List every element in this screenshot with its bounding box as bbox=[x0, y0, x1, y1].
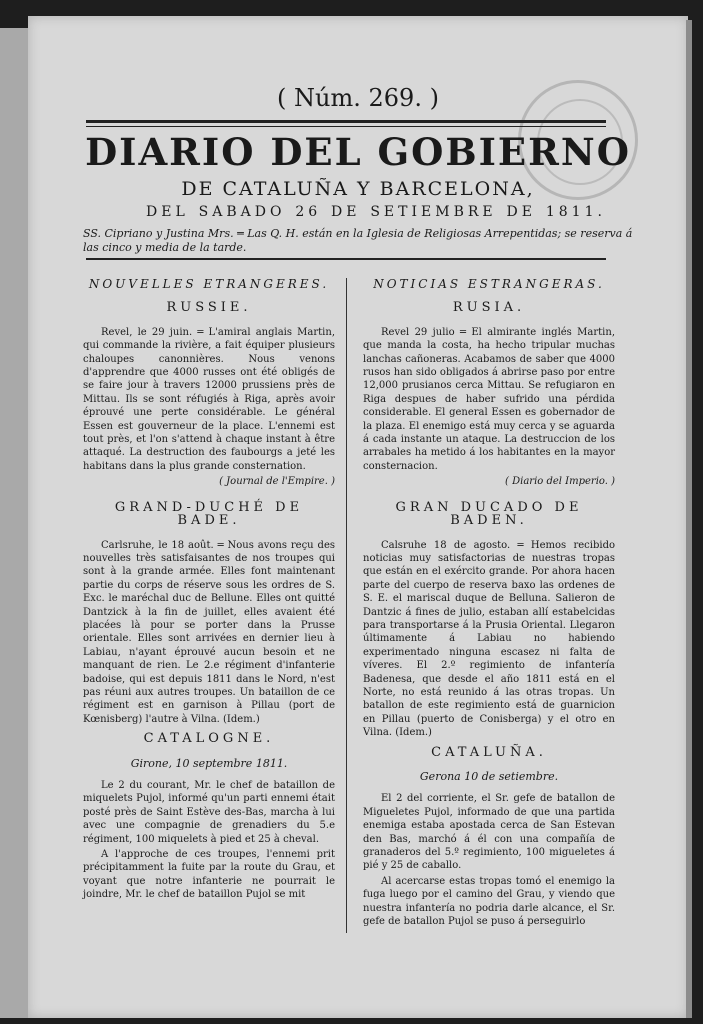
top-rule-thin bbox=[86, 126, 606, 127]
issue-number: ( Núm. 269. ) bbox=[277, 84, 439, 112]
country-heading: GRAND-DUCHÉ DE BADE. bbox=[114, 499, 304, 529]
article-paragraph: Revel 29 julio ═ El almirante inglés Martin, que manda la costa, ha hecho tripular muchas lanchas cañoneras. Acabamos de saber que 4000 rusos han sido obligados á abrirse paso por entre 12,000 prusianos cerca Mittau. Se refugiaron en Riga despues de haber sufrido una pérdida considerable. El general Essen es gobernador de la plaza. El enemigo está muy cerca y se aguarda á cada instante un ataque. La destruccion de los arrabales ha metido á los habitantes en la mayor consternacion. bbox=[363, 326, 615, 472]
header-bottom-rule bbox=[86, 258, 606, 260]
date-word: DEL bbox=[146, 204, 189, 220]
source-credit: ( Diario del Imperio. ) bbox=[505, 476, 615, 488]
dateline-italic: Gerona 10 de setiembre. bbox=[419, 770, 559, 783]
date-word: SABADO bbox=[198, 204, 286, 220]
column-spanish bbox=[363, 278, 615, 930]
top-rule bbox=[86, 120, 606, 123]
column-french bbox=[83, 278, 335, 904]
article-paragraph: Calsruhe 18 de agosto. ═ Hemos recibido noticias muy satisfactorias de nuestras tropas que están en el exército grande. Por ahora hacen parte del cuerpo de reserva baxo las ordenes de S. E. el mariscal duque de Belluna. Salieron de Dantzic á fines de julio, estaban allí estabelcidas para transportarse á la Prusia Oriental. Llegaron últimamente á Labiau no habiendo experimentado ninguna escasez ni falta de víveres. El 2.º regimiento de infantería Badenesa, que desde el año 1811 está en el Norte, no está reunido á las otras tropas. Un batallon de este regimiento está de guarnicion en Pillau (puerto de Conisberga) y el otro en Vilna. (Idem.) bbox=[363, 539, 615, 739]
date-word: DE bbox=[506, 204, 536, 220]
date-word: SETIEMBRE bbox=[370, 204, 497, 220]
dateline-italic: Girone, 10 septembre 1811. bbox=[130, 756, 288, 770]
country-heading: GRAN DUCADO DE BADEN. bbox=[395, 499, 583, 529]
right-page-edge bbox=[686, 20, 692, 1018]
article-paragraph: Revel, le 29 juin. ═ L'amiral anglais Martin, qui commande la rivière, a fait équiper plusieurs chaloupes canonnières. Nous venons d'apprendre que 4000 russes ont été obligés de se faire jour à travers 12000 prussiens près de Mittau. Ils se sont réfugiés à Riga, après avoir éprouvé une perte considérable. Le général Essen est gouverneur de la place. L'ennemi est tout près, et l'on s'attend à chaque instant à être attaqué. La destruction des faubourgs a jeté les habitans dans la plus grande consternation. bbox=[83, 326, 335, 472]
masthead-title: DIARIO DEL GOBIERNO bbox=[85, 130, 631, 174]
source-credit: ( Journal de l'Empire. ) bbox=[219, 476, 335, 488]
country-heading: CATALOGNE. bbox=[143, 731, 275, 747]
article-paragraph: El 2 del corriente, el Sr. gefe de batallon de Migueletes Pujol, informado de que una partida enemiga estaba apostada cerca de San Estevan den Bas, marchó á él con una compañía de granaderos del 5.º regimiento, 100 migueletes á pié y 25 de caballo. bbox=[363, 793, 615, 872]
article-paragraph: Al acercarse estas tropas tomó el enemigo la fuga luego por el camino del Grau, y viendo que nuestra infantería no podria darle alcance, el Sr. gefe de batallon Pujol se puso á perseguirlo bbox=[363, 875, 615, 928]
date-word: DE bbox=[331, 204, 361, 220]
left-page-edge bbox=[0, 28, 30, 1018]
article-paragraph: Carlsruhe, le 18 août. ═ Nous avons reçu des nouvelles très satisfaisantes de nos troupes qui sont à la grande armée. Elles font maintenant partie du corps de réserve sous les ordres de S. Exc. le maréchal duc de Bellune. Elles ont quitté Dantzick à la fin de juillet, elles avaient été placées là pour se porter dans la Prusse orientale. Elles sont arrivées en dernier lieu à Labiau, n'ayant éprouvé aucun besoin et ne manquant de rien. Le 2.e régiment d'infanterie badoise, qui est depuis 1811 dans le Nord, n'est pas réuni aux autres troupes. Un bataillon de ce régiment est en garnison à Pillau (port de Kœnisberg) l'autre à Vilna. (Idem.) bbox=[83, 539, 335, 725]
column-divider bbox=[346, 278, 347, 933]
article-paragraph: A l'approche de ces troupes, l'ennemi prit précipitamment la fuite par la route du Grau, et voyant que notre infanterie ne pourrait le joindre, Mr. le chef de bataillon Pujol se mit bbox=[83, 849, 335, 901]
date-word: 26 bbox=[295, 204, 322, 220]
country-heading: RUSSIE. bbox=[166, 300, 252, 316]
masthead-subtitle: DE CATALUÑA Y BARCELONA, bbox=[181, 178, 535, 200]
section-heading: NOUVELLES ETRANGERES. bbox=[88, 277, 330, 291]
saints-notice: SS. Cipriano y Justina Mrs. ═ Las Q. H. están en la Iglesia de Religiosas Arrepentidas; se reserva á las cinco y media de la tarde. bbox=[83, 227, 633, 254]
article-paragraph: Le 2 du courant, Mr. le chef de bataillon de miquelets Pujol, informé qu'un parti ennemi était posté près de Saint Estève des-Bas, marcha à lui avec une compagnie de grenadiers du 5.e régiment, 100 miquelets à pied et 25 à cheval. bbox=[83, 780, 335, 845]
dateline bbox=[146, 204, 606, 220]
newspaper-page bbox=[28, 16, 688, 1018]
country-heading: RUSIA. bbox=[452, 300, 526, 316]
section-heading: NOTICIAS ESTRANGERAS. bbox=[373, 277, 605, 291]
date-word: 1811. bbox=[545, 204, 606, 220]
country-heading: CATALUÑA. bbox=[431, 744, 547, 760]
